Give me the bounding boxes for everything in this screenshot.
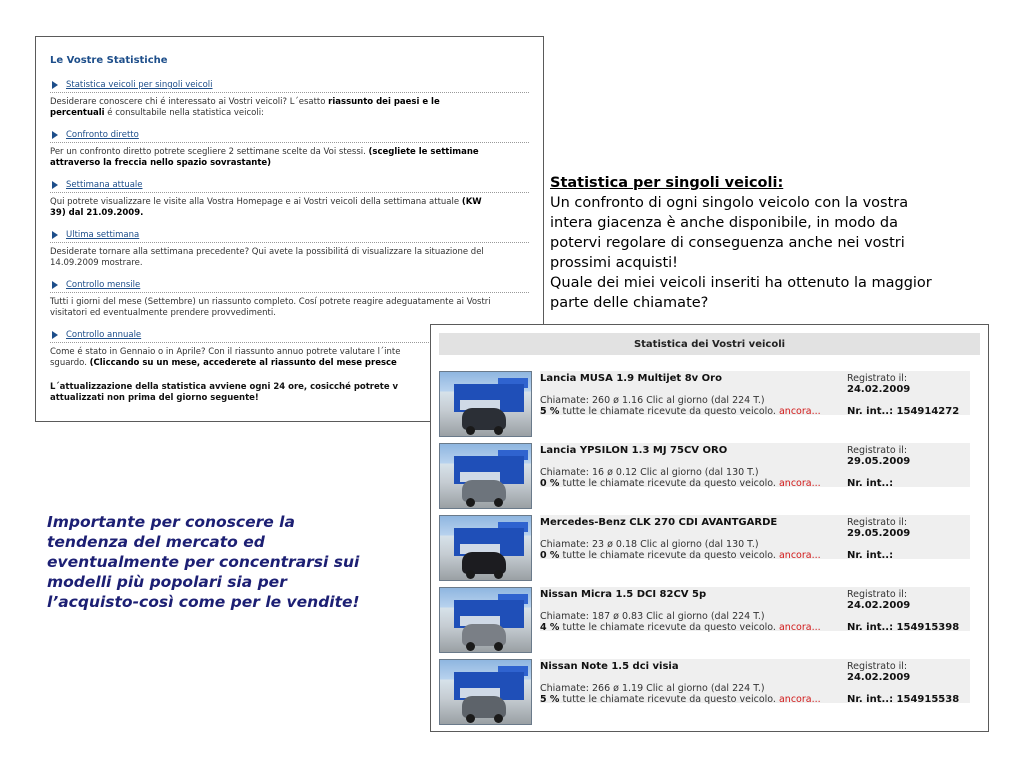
note-line: tendenza del mercato ed	[47, 533, 265, 551]
car-wheel	[466, 426, 475, 435]
calls-percentage	[540, 478, 821, 489]
description-text: Come é stato in Gennaio o in Aprile? Con il riassunto annuo potrete valutare l´inte	[50, 347, 401, 357]
vehicle-name[interactable]: Nissan Note 1.5 dci visia	[540, 661, 679, 672]
registered-date: 24.02.2009	[847, 600, 911, 611]
car-wheel	[466, 642, 475, 651]
percentage-text: tutte le chiamate ricevute da questo veicolo.	[559, 622, 779, 633]
internal-number: Nr. int..:	[847, 478, 894, 489]
description-emphasis: 39) dal 21.09.2009.	[50, 207, 144, 218]
section-description	[50, 247, 529, 268]
internal-number: Nr. int..: 154915538	[847, 694, 960, 705]
registered-date: 29.05.2009	[847, 456, 911, 467]
vehicle-name[interactable]: Lancia YPSILON 1.3 MJ 75CV ORO	[540, 445, 728, 456]
section-link[interactable]: Statistica veicoli per singoli veicoli	[66, 80, 213, 90]
info-line: Quale dei miei veicoli inseriti ha ottenuto la maggior	[550, 275, 932, 291]
percentage-text: tutte le chiamate ricevute da questo veicolo.	[559, 550, 779, 561]
note-line: eventualmente per concentrarsi sui	[47, 553, 360, 571]
description-line	[50, 208, 529, 219]
vehicle-photo[interactable]	[439, 443, 532, 509]
percentage-value: 4 %	[540, 622, 560, 633]
more-link[interactable]: ancora...	[778, 406, 821, 417]
section-description	[50, 297, 529, 318]
calls-summary: Chiamate: 23 ø 0.18 Clic al giorno (dal 130 T.)	[540, 539, 759, 550]
vehicle-name[interactable]: Mercedes-Benz CLK 270 CDI AVANTGARDE	[540, 517, 778, 528]
registered-date: 24.02.2009	[847, 384, 911, 395]
info-line: intera giacenza è anche disponibile, in modo da	[550, 215, 898, 231]
info-line: parte delle chiamate?	[550, 295, 709, 311]
registered-label: Registrato il:	[847, 445, 908, 456]
description-line	[50, 108, 529, 119]
calls-percentage	[540, 622, 821, 633]
calls-summary: Chiamate: 266 ø 1.19 Clic al giorno (dal 224 T.)	[540, 683, 765, 694]
vehicle-row	[439, 443, 984, 511]
note-line: Importante per conoscere la	[47, 513, 295, 531]
vehicle-statistics-panel	[430, 324, 989, 732]
description-text: Qui potrete visualizzare le visite alla Vostra Homepage e ai Vostri veicoli della settimana attuale	[50, 197, 462, 207]
section-description	[50, 197, 529, 218]
description-text: Per un confronto diretto potrete scegliere 2 settimane scelte da Voi stessi.	[50, 147, 369, 157]
internal-number: Nr. int..: 154914272	[847, 406, 960, 417]
vehicle-photo[interactable]	[439, 587, 532, 653]
vehicle-photo[interactable]	[439, 371, 532, 437]
description-line	[50, 297, 529, 308]
calls-percentage	[540, 694, 821, 705]
section-description	[50, 147, 529, 168]
info-line: potervi regolare di conseguenza anche nei vostri	[550, 235, 905, 251]
description-text: Desiderare conoscere chi é interessato ai Vostri veicoli? L´esatto	[50, 97, 329, 107]
section-link[interactable]: Ultima settimana	[66, 230, 140, 240]
description-emphasis: percentuali	[50, 107, 105, 118]
percentage-value: 5 %	[540, 406, 560, 417]
registered-date: 29.05.2009	[847, 528, 911, 539]
section-link[interactable]: Confronto diretto	[66, 130, 139, 140]
description-line	[50, 308, 529, 319]
car-wheel	[466, 714, 475, 723]
car-wheel	[494, 426, 503, 435]
triangle-right-icon	[52, 81, 58, 89]
percentage-value: 5 %	[540, 694, 560, 705]
calls-percentage	[540, 406, 821, 417]
triangle-right-icon	[52, 331, 58, 339]
registered-date: 24.02.2009	[847, 672, 911, 683]
triangle-right-icon	[52, 281, 58, 289]
registered-label: Registrato il:	[847, 661, 908, 672]
more-link[interactable]: ancora...	[778, 622, 821, 633]
calls-summary: Chiamate: 187 ø 0.83 Clic al giorno (dal 224 T.)	[540, 611, 765, 622]
description-text: sguardo.	[50, 357, 90, 368]
footnote-line: attualizzati non prima del giorno seguente!	[50, 393, 259, 403]
car-wheel	[494, 570, 503, 579]
section-description	[50, 97, 529, 118]
vehicle-row	[439, 587, 984, 655]
registered-label: Registrato il:	[847, 517, 908, 528]
info-line: prossimi acquisti!	[550, 255, 678, 271]
section-header	[50, 280, 529, 293]
car-wheel	[466, 570, 475, 579]
vehicle-row	[439, 515, 984, 583]
vehicle-row	[439, 371, 984, 439]
section-link[interactable]: Controllo mensile	[66, 280, 141, 290]
description-line	[50, 158, 529, 169]
car-wheel	[494, 642, 503, 651]
calls-percentage	[540, 550, 821, 561]
car-wheel	[494, 498, 503, 507]
vehicle-row	[439, 659, 984, 727]
section-header	[50, 180, 529, 193]
description-emphasis: (scegliete le settimane	[368, 147, 479, 157]
description-text: é consultabile nella statistica veicoli:	[104, 107, 264, 118]
description-line	[50, 258, 529, 269]
percentage-text: tutte le chiamate ricevute da questo veicolo.	[559, 694, 779, 705]
description-emphasis: (KW	[461, 197, 482, 207]
vehicle-name[interactable]: Nissan Micra 1.5 DCI 82CV 5p	[540, 589, 707, 600]
note-line: modelli più popolari sia per	[47, 573, 287, 591]
vehicle-name[interactable]: Lancia MUSA 1.9 Multijet 8v Oro	[540, 373, 722, 384]
section-link[interactable]: Controllo annuale	[66, 330, 142, 340]
more-link[interactable]: ancora...	[778, 550, 821, 561]
description-line	[50, 147, 529, 158]
percentage-value: 0 %	[540, 550, 560, 561]
description-emphasis: riassunto dei paesi e le	[328, 97, 440, 107]
panel-title: Le Vostre Statistiche	[50, 55, 168, 66]
description-text: Tutti i giorni del mese (Settembre) un riassunto completo. Cosí potrete reagire adeguatamente ai Vostri	[50, 297, 491, 307]
description-line	[50, 247, 529, 258]
calls-summary: Chiamate: 260 ø 1.16 Clic al giorno (dal 224 T.)	[540, 395, 765, 406]
section-header	[50, 130, 529, 143]
triangle-right-icon	[52, 131, 58, 139]
description-text: 14.09.2009 mostrare.	[50, 257, 143, 268]
market-trend-note	[47, 512, 427, 612]
vehicle-statistics-header: Statistica dei Vostri veicoli	[439, 333, 980, 355]
registered-label: Registrato il:	[847, 373, 908, 384]
section-header	[50, 80, 529, 93]
more-link[interactable]: ancora...	[778, 478, 821, 489]
vehicle-photo[interactable]	[439, 659, 532, 725]
description-text: visitatori ed eventualmente prendere provvedimenti.	[50, 307, 276, 318]
calls-summary: Chiamate: 16 ø 0.12 Clic al giorno (dal 130 T.)	[540, 467, 759, 478]
description-line	[50, 97, 529, 108]
note-line: l’acquisto-così come per le vendite!	[47, 593, 360, 611]
footnote-line: L´attualizzazione della statistica avviene ogni 24 ore, cosicché potrete v	[50, 382, 399, 392]
triangle-right-icon	[52, 231, 58, 239]
car-wheel	[466, 498, 475, 507]
percentage-text: tutte le chiamate ricevute da questo veicolo.	[559, 478, 779, 489]
section-header	[50, 230, 529, 243]
section-link[interactable]: Settimana attuale	[66, 180, 143, 190]
vehicle-photo[interactable]	[439, 515, 532, 581]
description-emphasis: (Cliccando su un mese, accederete al riassunto del mese presce	[89, 357, 397, 368]
percentage-text: tutte le chiamate ricevute da questo veicolo.	[559, 406, 779, 417]
internal-number: Nr. int..:	[847, 550, 894, 561]
description-text: Desiderate tornare alla settimana precedente? Qui avete la possibilitá di visualizzare la situazione del	[50, 247, 484, 257]
info-text-block	[550, 173, 1020, 313]
description-emphasis: attraverso la freccia nello spazio sovrastante)	[50, 157, 272, 168]
info-heading: Statistica per singoli veicoli:	[550, 175, 784, 191]
triangle-right-icon	[52, 181, 58, 189]
more-link[interactable]: ancora...	[778, 694, 821, 705]
percentage-value: 0 %	[540, 478, 560, 489]
registered-label: Registrato il:	[847, 589, 908, 600]
internal-number: Nr. int..: 154915398	[847, 622, 960, 633]
description-line	[50, 197, 529, 208]
car-wheel	[494, 714, 503, 723]
info-line: Un confronto di ogni singolo veicolo con la vostra	[550, 195, 909, 211]
